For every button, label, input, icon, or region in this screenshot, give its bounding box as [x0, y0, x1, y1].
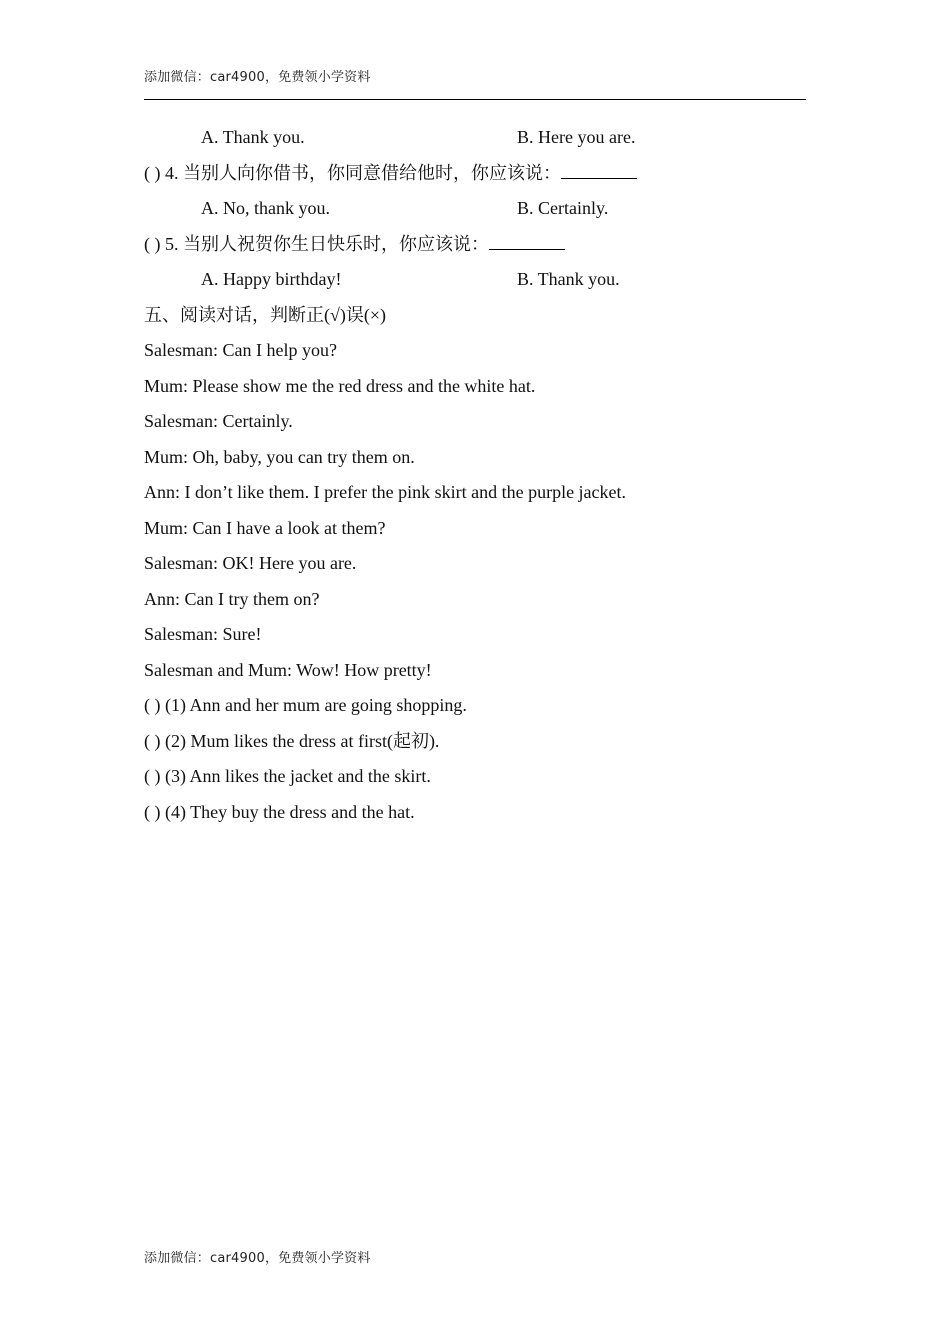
worksheet-body — [144, 124, 806, 834]
dialogue-line: Mum: Oh, baby, you can try them on. — [144, 446, 415, 467]
header-divider — [144, 99, 806, 100]
dialogue-line: Ann: Can I try them on? — [144, 588, 320, 609]
option-b: B. Thank you. — [517, 269, 620, 289]
judgement-item: ( ) (3) Ann likes the jacket and the skirt. — [144, 766, 431, 786]
question-text: ( ) 5. 当别人祝贺你生日快乐时，你应该说： — [144, 233, 489, 254]
question-4-options — [144, 195, 806, 231]
judgement-item: ( ) (4) They buy the dress and the hat. — [144, 801, 415, 822]
dialogue-line: Ann: I don’t like them. I prefer the pink skirt and the purple jacket. — [144, 482, 627, 502]
question-4 — [144, 160, 806, 196]
dialogue-line: Mum: Can I have a look at them? — [144, 517, 386, 538]
page-header: 添加微信：car4900，免费领小学资料 — [144, 70, 371, 85]
answer-blank — [561, 160, 637, 179]
answer-blank — [489, 231, 565, 250]
page-footer: 添加微信：car4900，免费领小学资料 — [144, 1251, 371, 1266]
question-5 — [144, 231, 806, 267]
option-a: A. Thank you. — [201, 127, 305, 147]
dialogue-line: Salesman: Certainly. — [144, 411, 293, 431]
option-b: B. Here you are. — [517, 127, 636, 147]
dialogue-line: Salesman: Sure! — [144, 624, 262, 644]
dialogue-line: Salesman and Mum: Wow! How pretty! — [144, 659, 432, 680]
section-five-title: 五、阅读对话，判断正(√)误(×) — [144, 304, 387, 325]
question-5-options — [144, 266, 806, 302]
option-a: A. Happy birthday! — [201, 269, 342, 289]
option-b: B. Certainly. — [517, 198, 609, 218]
judgement-item: ( ) (2) Mum likes the dress at first(起初). — [144, 730, 440, 751]
dialogue-line: Mum: Please show me the red dress and the white hat. — [144, 375, 536, 396]
option-a: A. No, thank you. — [201, 198, 330, 218]
dialogue-line: Salesman: Can I help you? — [144, 340, 337, 360]
dialogue-line: Salesman: OK! Here you are. — [144, 553, 357, 573]
question-text: ( ) 4. 当别人向你借书，你同意借给他时，你应该说： — [144, 162, 561, 183]
question-3-options — [144, 124, 806, 160]
judgement-item: ( ) (1) Ann and her mum are going shopping. — [144, 695, 467, 715]
